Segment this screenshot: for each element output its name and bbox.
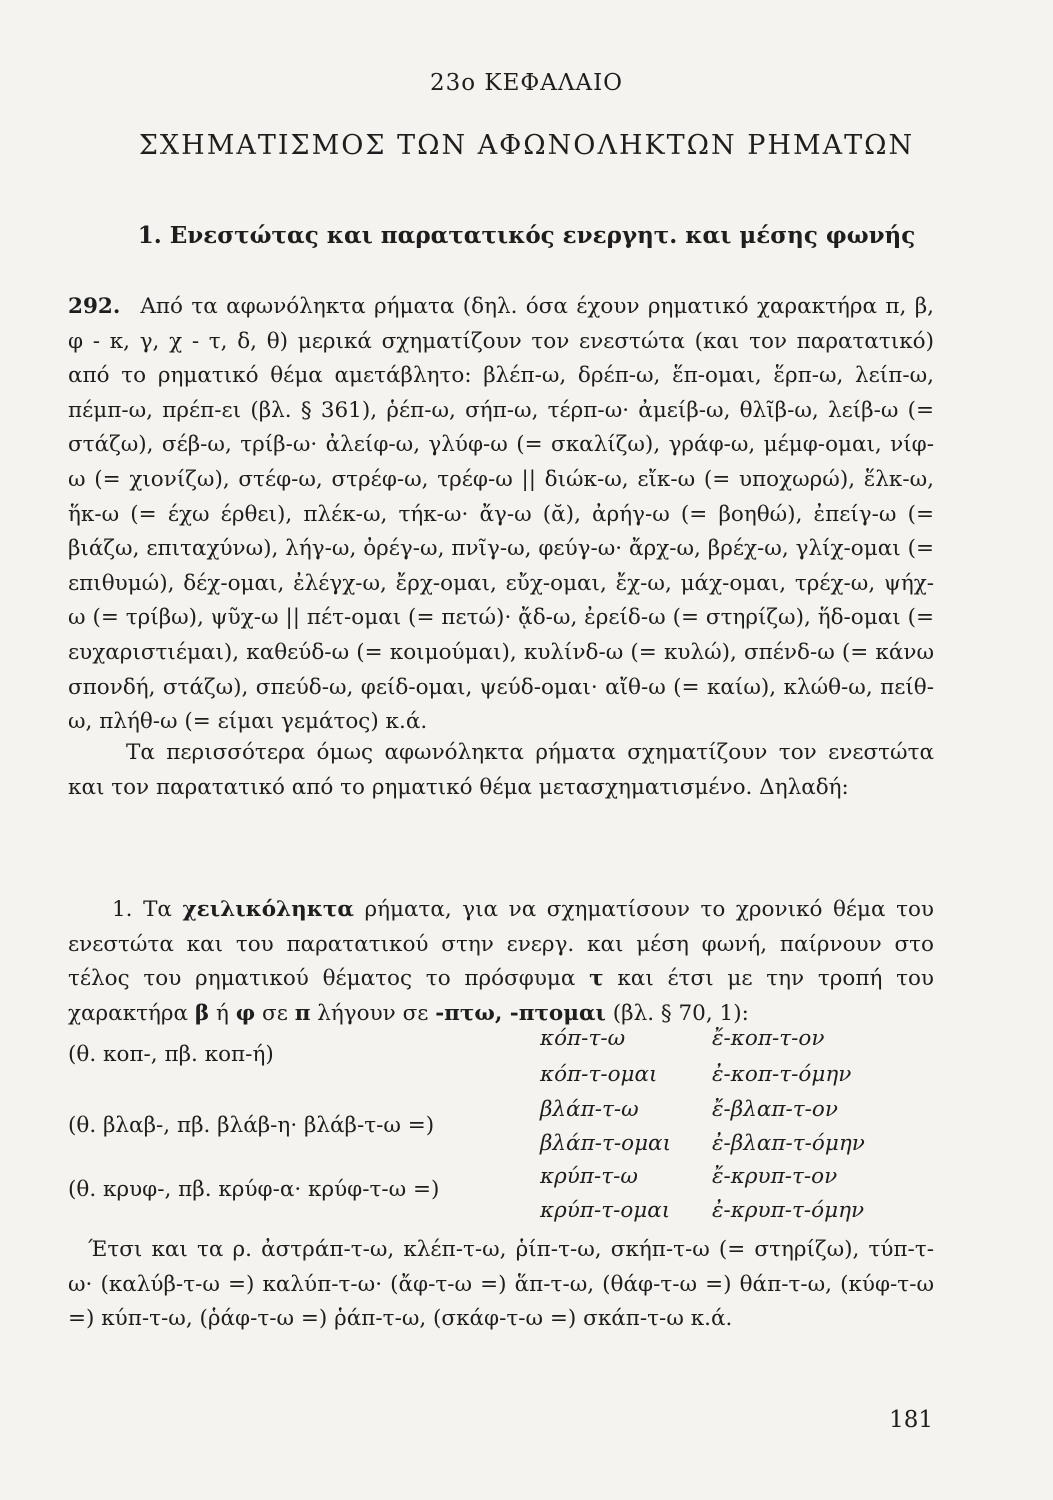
paragraph-number: 292. (68, 294, 121, 319)
text-run: ή (209, 1000, 236, 1026)
text-run: και έτσι με την τροπή του χαρακτήρα (68, 966, 934, 1026)
example-imperfect: ἔ-κοπ-τ-ον (712, 1026, 825, 1051)
text-run: (βλ. § 70, 1): (605, 1000, 749, 1026)
example-present: βλάπ-τ-ω (540, 1097, 639, 1122)
text-run: λήγουν σε (310, 1000, 436, 1026)
paragraph-labial-verbs (68, 893, 934, 1031)
paragraph-292 (68, 290, 934, 740)
example-imperfect: ἐ-κοπ-τ-όμην (712, 1062, 852, 1087)
section-heading: 1. Ενεστώτας και παρατατικός ενεργητ. και μέσης φωνής (137, 222, 916, 249)
example-label: (θ. κρυφ-, πβ. κρύφ-α· κρύφ-τ-ω =) (68, 1177, 440, 1202)
example-present: κρύπ-τ-ομαι (540, 1198, 671, 1223)
term-bold: χειλικόληκτα (182, 897, 354, 922)
example-present: κόπ-τ-ω (540, 1026, 626, 1051)
example-label: (θ. κοπ-, πβ. κοπ-ή) (68, 1042, 274, 1067)
letter-bold: β (194, 1000, 210, 1026)
letter-bold: τ (589, 966, 604, 992)
example-label: (θ. βλαβ-, πβ. βλάβ-η· βλάβ-τ-ω =) (68, 1113, 435, 1138)
letter-bold: π (294, 1000, 311, 1026)
example-present: κρύπ-τ-ω (540, 1164, 638, 1189)
endings-bold: -πτω, -πτομαι (435, 1000, 606, 1026)
paragraph-most-verbs: Τα περισσότερα όμως αφωνόληκτα ρήματα σχηματίζουν τον ενεστώτα και τον παρατατικό από το ρηματικό θέμα μετασχηματισμένο. Δηλαδή: (68, 740, 934, 800)
text-run: ρήματα, για να σχηματίσουν το χρονικό θέμα του ενεστώτα και του παρατατικού στην ενεργ. και μέση φωνή, παίρνουν στο τέλος του ρηματικού θέματος το πρόσφυμα (68, 897, 934, 992)
chapter-heading: 23ο ΚΕΦΑΛΑΙΟ (429, 70, 624, 96)
example-imperfect: ἐ-βλαπ-τ-όμην (712, 1131, 865, 1156)
example-present: βλάπ-τ-ομαι (540, 1131, 671, 1156)
example-present: κόπ-τ-ομαι (540, 1062, 658, 1087)
text-run: 1. Τα (112, 897, 183, 922)
page-number: 181 (889, 1407, 933, 1433)
paragraph-292-text: Από τα αφωνόληκτα ρήματα (δηλ. όσα έχουν ρηματικό χαρακτήρα π, β, φ - κ, γ, χ - τ, δ, θ) μερικά σχηματίζουν τον ενεστώτα (και τον παρατατικό) από το ρηματικό θέμα αμετάβλητο: βλέπ-ω, δρέπ-ω, ἕπ-ομαι, ἕρπ-ω, λείπ-ω, πέμπ-ω, πρέπ-ει (βλ. § 361), ῥέπ-ω, σήπ-ω, τέρπ-ω· ἀμείβ-ω, θλῖβ-ω, λείβ-ω (= στάζω), σέβ-ω, τρίβ-ω· ἀλείφ-ω, γλύφ-ω (= σκαλίζω), γράφ-ω, μέμφ-ομαι, νίφ-ω (= χιονίζω), στέφ-ω, στρέφ-ω, τρέφ-ω || διώκ-ω, εἴκ-ω (= υποχωρώ), ἕλκ-ω, ἥκ-ω (= έχω έρθει), πλέκ-ω, τήκ-ω· ἄγ-ω (ᾰ), ἀρήγ-ω (= βοηθώ), ἐπείγ-ω (= βιάζω, επιταχύνω), λήγ-ω, ὀρέγ-ω, πνῖγ-ω, φεύγ-ω· ἄρχ-ω, βρέχ-ω, γλίχ-ομαι (= επιθυμώ), δέχ-ομαι, ἐλέγχ-ω, ἔρχ-ομαι, εὔχ-ομαι, ἔχ-ω, μάχ-ομαι, τρέχ-ω, ψήχ-ω (= τρίβω), ψῦχ-ω || πέτ-ομαι (= πετώ)· ᾄδ-ω, ἐρείδ-ω (= στηρίζω), ἥδ-ομαι (= ευχαριστιέμαι), καθεύδ-ω (= κοιμούμαι), κυλίνδ-ω (= κυλώ), σπένδ-ω (= κάνω σπονδή, στάζω), σπεύδ-ω, φείδ-ομαι, ψεύδ-ομαι· αἴθ-ω (= καίω), κλώθ-ω, πείθ-ω, πλήθ-ω (= είμαι γεμάτος) κ.ά. (68, 294, 934, 735)
chapter-title: ΣΧΗΜΑΤΙΣΜΟΣ ΤΩΝ ΑΦΩΝΟΛΗΚΤΩΝ ΡΗΜΑΤΩΝ (138, 130, 915, 161)
example-imperfect: ἔ-κρυπ-τ-ον (712, 1164, 838, 1189)
text-run: σε (255, 1000, 295, 1026)
letter-bold: φ (235, 1000, 256, 1026)
example-imperfect: ἔ-βλαπ-τ-ον (712, 1097, 838, 1122)
paragraph-more-examples: Έτσι και τα ρ. ἀστράπ-τ-ω, κλέπ-τ-ω, ῥίπ-τ-ω, σκήπ-τ-ω (= στηρίζω), τύπ-τ-ω· (καλύβ-τ-ω =) καλύπ-τ-ω· (ἄφ-τ-ω =) ἅπ-τ-ω, (θάφ-τ-ω =) θάπ-τ-ω, (κύφ-τ-ω =) κύπ-τ-ω, (ῥάφ-τ-ω =) ῥάπ-τ-ω, (σκάφ-τ-ω =) σκάπ-τ-ω κ.ά. (68, 1237, 934, 1332)
example-imperfect: ἐ-κρυπ-τ-όμην (712, 1198, 865, 1223)
